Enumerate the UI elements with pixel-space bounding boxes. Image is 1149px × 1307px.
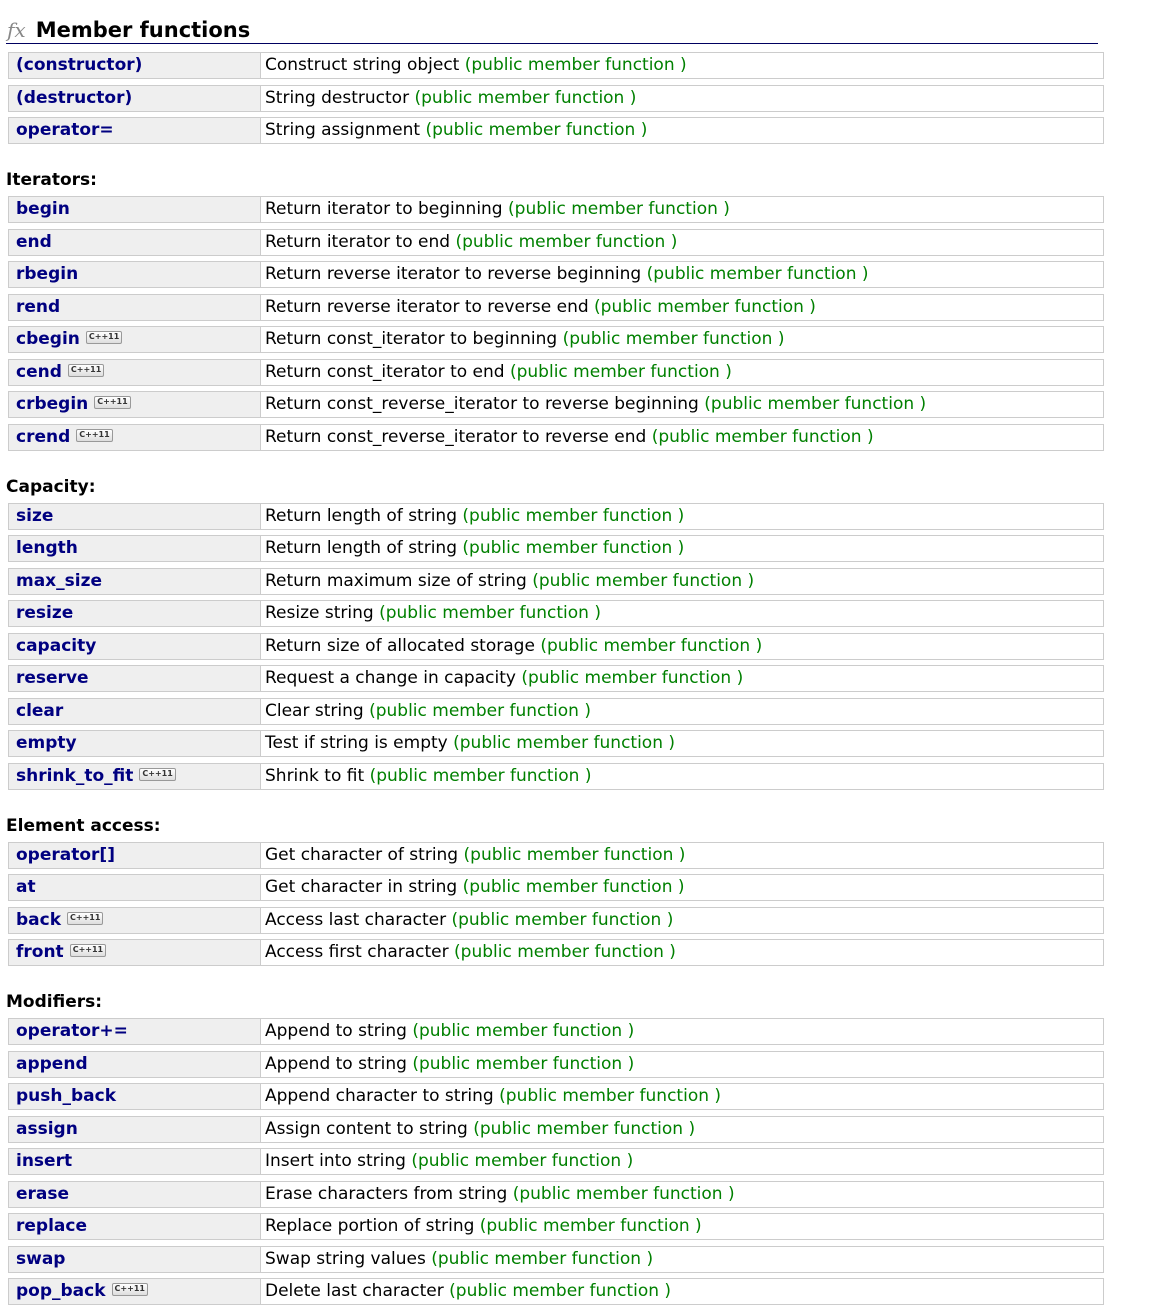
function-name-cell [9,731,261,756]
function-description-cell [261,230,677,255]
function-name-cell [9,230,261,255]
table-row [8,294,1104,321]
function-description-cell [261,1214,702,1239]
member-kind-label: (public member function ) [594,296,816,317]
cpp11-badge-icon: C++11 [70,944,106,957]
function-description-cell [261,1084,721,1109]
function-name-cell [9,86,261,111]
cpp11-badge-icon: C++11 [76,429,112,442]
function-link[interactable]: empty [16,733,77,753]
description-text: Replace portion of string [265,1216,475,1236]
function-description-cell [261,875,685,900]
function-description-cell [261,1052,634,1077]
description-text: Return iterator to beginning [265,199,503,219]
description-text: Resize string [265,603,374,623]
function-link[interactable]: push_back [16,1086,117,1106]
table-row [8,359,1104,386]
cpp11-badge-icon: C++11 [94,396,130,409]
description-text: Assign content to string [265,1118,468,1139]
table-row [8,1083,1104,1110]
function-description-cell [261,940,676,965]
member-kind-label: (public member function ) [462,877,685,897]
function-name-cell [9,1117,261,1142]
function-name-cell [9,1182,261,1207]
description-text: Construct string object [265,55,460,75]
description-text: Return length of string [265,505,457,526]
table-row [8,52,1104,79]
description-text: Return const_reverse_iterator to reverse beginning [265,394,699,414]
function-link[interactable]: resize [16,603,74,623]
function-description-cell [261,504,684,529]
section-title-bar [6,14,1098,44]
member-kind-label: (public member function ) [369,765,592,786]
description-text: Access first character [265,942,449,962]
function-name-cell [9,327,261,352]
description-text: String assignment [265,120,421,140]
function-description-cell [261,843,685,868]
description-text: Append character to string [265,1086,494,1106]
table-row [8,326,1104,353]
function-link[interactable]: crbegin [16,394,89,414]
member-kind-label: (public member function ) [540,635,763,656]
function-link[interactable]: crend [16,426,71,447]
function-description-cell [261,1247,653,1272]
table-row [8,665,1104,692]
member-kind-label: (public member function ) [508,199,730,219]
table-row [8,568,1104,595]
member-kind-label: (public member function ) [532,570,755,591]
member-kind-label: (public member function ) [379,603,601,623]
table-row [8,600,1104,627]
description-text: Request a change in capacity [265,668,516,688]
function-link[interactable]: back [16,909,62,930]
function-description-cell [261,1149,633,1174]
function-name-cell [9,360,261,385]
table-row [8,503,1104,530]
table-row [8,424,1104,451]
function-name-cell [9,425,261,450]
function-description-cell [261,327,784,352]
member-kind-label: (public member function ) [646,264,869,284]
function-name-cell [9,1019,261,1044]
description-text: String destructor [265,87,410,108]
function-link[interactable]: size [16,505,54,526]
function-description-cell [261,262,869,287]
description-text: Get character of string [265,844,459,865]
function-list [6,52,1104,1305]
description-text: Return size of allocated storage [265,635,535,656]
function-description-cell [261,1279,671,1304]
function-description-cell [261,197,730,222]
member-kind-label: (public member function ) [431,1248,654,1269]
function-name-cell [9,569,261,594]
function-link[interactable]: swap [16,1248,66,1269]
table-row [8,842,1104,869]
function-link[interactable]: assign [16,1118,78,1139]
member-kind-label: (public member function ) [455,231,678,252]
function-link[interactable]: insert [16,1151,73,1171]
function-description-cell [261,118,647,143]
function-name-cell [9,392,261,417]
table-row [8,633,1104,660]
description-text: Test if string is empty [265,733,448,753]
table-row [8,763,1104,790]
description-text: Get character in string [265,877,458,897]
description-text: Access last character [265,909,447,930]
section-heading: Iterators: [6,170,97,190]
function-link[interactable]: begin [16,199,70,219]
member-kind-label: (public member function ) [414,87,637,108]
member-kind-label: (public member function ) [463,844,686,865]
table-row [8,1181,1104,1208]
function-description-cell [261,569,754,594]
table-row [8,391,1104,418]
function-description-cell [261,1019,634,1044]
description-text: Return iterator to end [265,231,451,252]
function-link[interactable]: clear [16,700,64,721]
table-row [8,1148,1104,1175]
description-text: Append to string [265,1021,407,1041]
function-link[interactable]: end [16,231,52,252]
function-link[interactable]: cbegin [16,329,80,349]
function-name-cell [9,875,261,900]
description-text: Insert into string [265,1151,406,1171]
function-description-cell [261,908,673,933]
member-kind-label: (public member function ) [509,361,732,382]
table-row [8,939,1104,966]
table-row [8,1051,1104,1078]
function-name-cell [9,940,261,965]
function-name-cell [9,699,261,724]
function-link[interactable]: length [16,538,78,558]
function-link[interactable]: rbegin [16,264,79,284]
function-description-cell [261,731,675,756]
cpp11-badge-icon: C++11 [139,768,175,781]
member-kind-label: (public member function ) [451,909,674,930]
function-link[interactable]: operator[] [16,844,115,865]
member-kind-label: (public member function ) [449,1281,672,1301]
function-description-cell [261,536,684,561]
function-icon: fx [7,18,26,42]
function-name-cell [9,118,261,143]
function-description-cell [261,601,601,626]
function-link[interactable]: rend [16,296,61,317]
function-name-cell [9,197,261,222]
table-row [8,1278,1104,1305]
function-description-cell [261,634,762,659]
table-row [8,698,1104,725]
cpp11-badge-icon: C++11 [67,912,103,925]
member-kind-label: (public member function ) [562,329,785,349]
function-name-cell [9,666,261,691]
function-name-cell [9,601,261,626]
description-text: Shrink to fit [265,765,365,786]
member-kind-label: (public member function ) [521,668,744,688]
description-text: Return reverse iterator to reverse beginning [265,264,642,284]
table-row [8,261,1104,288]
member-kind-label: (public member function ) [462,505,685,526]
function-link[interactable]: append [16,1053,88,1074]
description-text: Return const_iterator to end [265,361,505,382]
section-heading: Modifiers: [6,992,103,1012]
cpp11-badge-icon: C++11 [68,364,104,377]
function-name-cell [9,764,261,789]
cpp11-badge-icon: C++11 [86,331,122,344]
description-text: Return maximum size of string [265,570,527,591]
function-link[interactable]: reserve [16,668,89,688]
function-description-cell [261,295,816,320]
function-name-cell [9,262,261,287]
member-kind-label: (public member function ) [425,120,648,140]
member-kind-label: (public member function ) [473,1118,696,1139]
member-kind-label: (public member function ) [411,1151,634,1171]
function-description-cell [261,86,636,111]
table-row [8,874,1104,901]
member-kind-label: (public member function ) [454,942,676,962]
description-text: Erase characters from string [265,1183,508,1204]
function-link[interactable]: cend [16,361,62,382]
description-text: Clear string [265,700,364,721]
function-link[interactable]: (constructor) [16,55,143,75]
table-row [8,229,1104,256]
function-name-cell [9,1247,261,1272]
function-description-cell [261,764,591,789]
function-name-cell [9,1214,261,1239]
function-description-cell [261,1182,735,1207]
function-description-cell [261,666,743,691]
table-row [8,117,1104,144]
description-text: Return const_iterator to beginning [265,329,558,349]
table-row [8,196,1104,223]
description-text: Swap string values [265,1248,426,1269]
function-link[interactable]: erase [16,1183,70,1204]
table-row [8,1116,1104,1143]
function-name-cell [9,908,261,933]
member-kind-label: (public member function ) [651,426,874,447]
function-description-cell [261,53,687,78]
member-kind-label: (public member function ) [412,1021,635,1041]
function-description-cell [261,1117,695,1142]
page-title: Member functions [35,18,251,42]
function-description-cell [261,392,926,417]
function-link[interactable]: max_size [16,570,103,591]
table-row [8,535,1104,562]
function-name-cell [9,634,261,659]
function-description-cell [261,360,732,385]
description-text: Return const_reverse_iterator to reverse end [265,426,647,447]
function-name-cell [9,53,261,78]
member-kind-label: (public member function ) [453,733,676,753]
function-link[interactable]: (destructor) [16,87,133,108]
function-link[interactable]: capacity [16,635,97,656]
member-kind-label: (public member function ) [499,1086,722,1106]
function-name-cell [9,1084,261,1109]
description-text: Return length of string [265,538,457,558]
function-link[interactable]: at [16,877,36,897]
table-row [8,1018,1104,1045]
member-kind-label: (public member function ) [462,538,685,558]
description-text: Return reverse iterator to reverse end [265,296,589,317]
function-link[interactable]: shrink_to_fit [16,765,134,786]
function-link[interactable]: operator= [16,120,114,140]
function-link[interactable]: replace [16,1216,87,1236]
function-name-cell [9,1052,261,1077]
function-description-cell [261,425,874,450]
member-kind-label: (public member function ) [412,1053,635,1074]
table-row [8,1213,1104,1240]
member-kind-label: (public member function ) [464,55,687,75]
function-name-cell [9,1279,261,1304]
function-name-cell [9,843,261,868]
function-name-cell [9,1149,261,1174]
table-row [8,1246,1104,1273]
function-description-cell [261,699,591,724]
member-kind-label: (public member function ) [704,394,927,414]
function-name-cell [9,536,261,561]
table-row [8,907,1104,934]
function-name-cell [9,504,261,529]
function-link[interactable]: operator+= [16,1021,128,1041]
description-text: Append to string [265,1053,407,1074]
member-kind-label: (public member function ) [369,700,591,721]
member-kind-label: (public member function ) [479,1216,702,1236]
function-link[interactable]: pop_back [16,1281,106,1301]
function-name-cell [9,295,261,320]
table-row [8,730,1104,757]
member-functions-section [6,14,1104,1305]
description-text: Delete last character [265,1281,444,1301]
cpp11-badge-icon: C++11 [112,1283,148,1296]
member-kind-label: (public member function ) [512,1183,735,1204]
table-row [8,85,1104,112]
function-link[interactable]: front [16,942,64,962]
section-heading: Capacity: [6,476,96,497]
section-heading: Element access: [6,815,161,836]
